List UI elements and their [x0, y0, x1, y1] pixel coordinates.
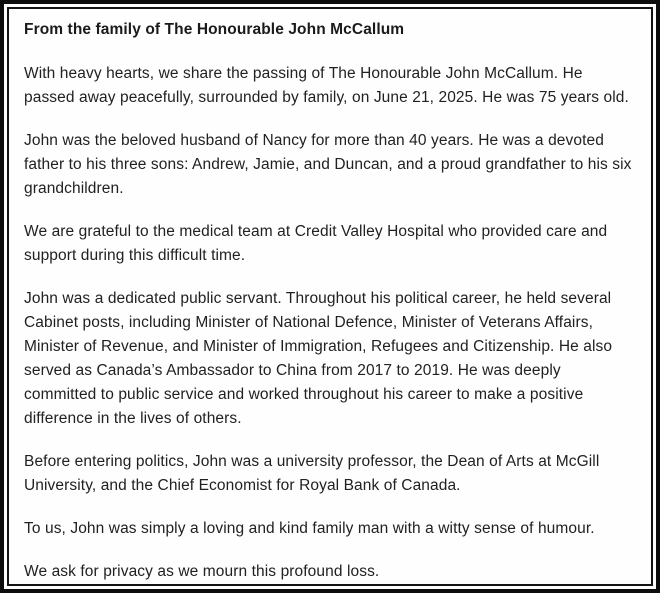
- paragraph-pre-politics-career: Before entering politics, John was a university professor, the Dean of Arts at McGill University, and the Chief Economist for Royal Bank of Canada.: [24, 453, 600, 494]
- document-title: From the family of The Honourable John McCallum: [24, 21, 405, 38]
- paragraph-hospital-thanks: We are grateful to the medical team at Credit Valley Hospital who provided care and support during this difficult time.: [24, 223, 608, 264]
- document-inner-frame: [7, 7, 653, 586]
- paragraph-privacy-request: We ask for privacy as we mourn this profound loss.: [24, 563, 380, 580]
- paragraph-family-man: To us, John was simply a loving and kind family man with a witty sense of humour.: [24, 520, 595, 537]
- paragraph-family: John was the beloved husband of Nancy for more than 40 years. He was a devoted father to his three sons: Andrew, Jamie, and Duncan, and a proud grandfather to his six grandchildren.: [24, 132, 632, 197]
- paragraph-passing-announcement: With heavy hearts, we share the passing of The Honourable John McCallum. He passed away peacefully, surrounded by family, on June 21, 2025. He was 75 years old.: [24, 65, 629, 106]
- paragraph-public-service-career: John was a dedicated public servant. Throughout his political career, he held several Cabinet posts, including Minister of National Defence, Minister of Veterans Affairs, Minister of Revenue, and Minister of Immigration, Refugees and Citizenship. He also served as Canada’s Ambassador to China from 2017 to 2019. He was deeply committed to public service and worked throughout his career to make a positive difference in the lives of others.: [24, 290, 613, 427]
